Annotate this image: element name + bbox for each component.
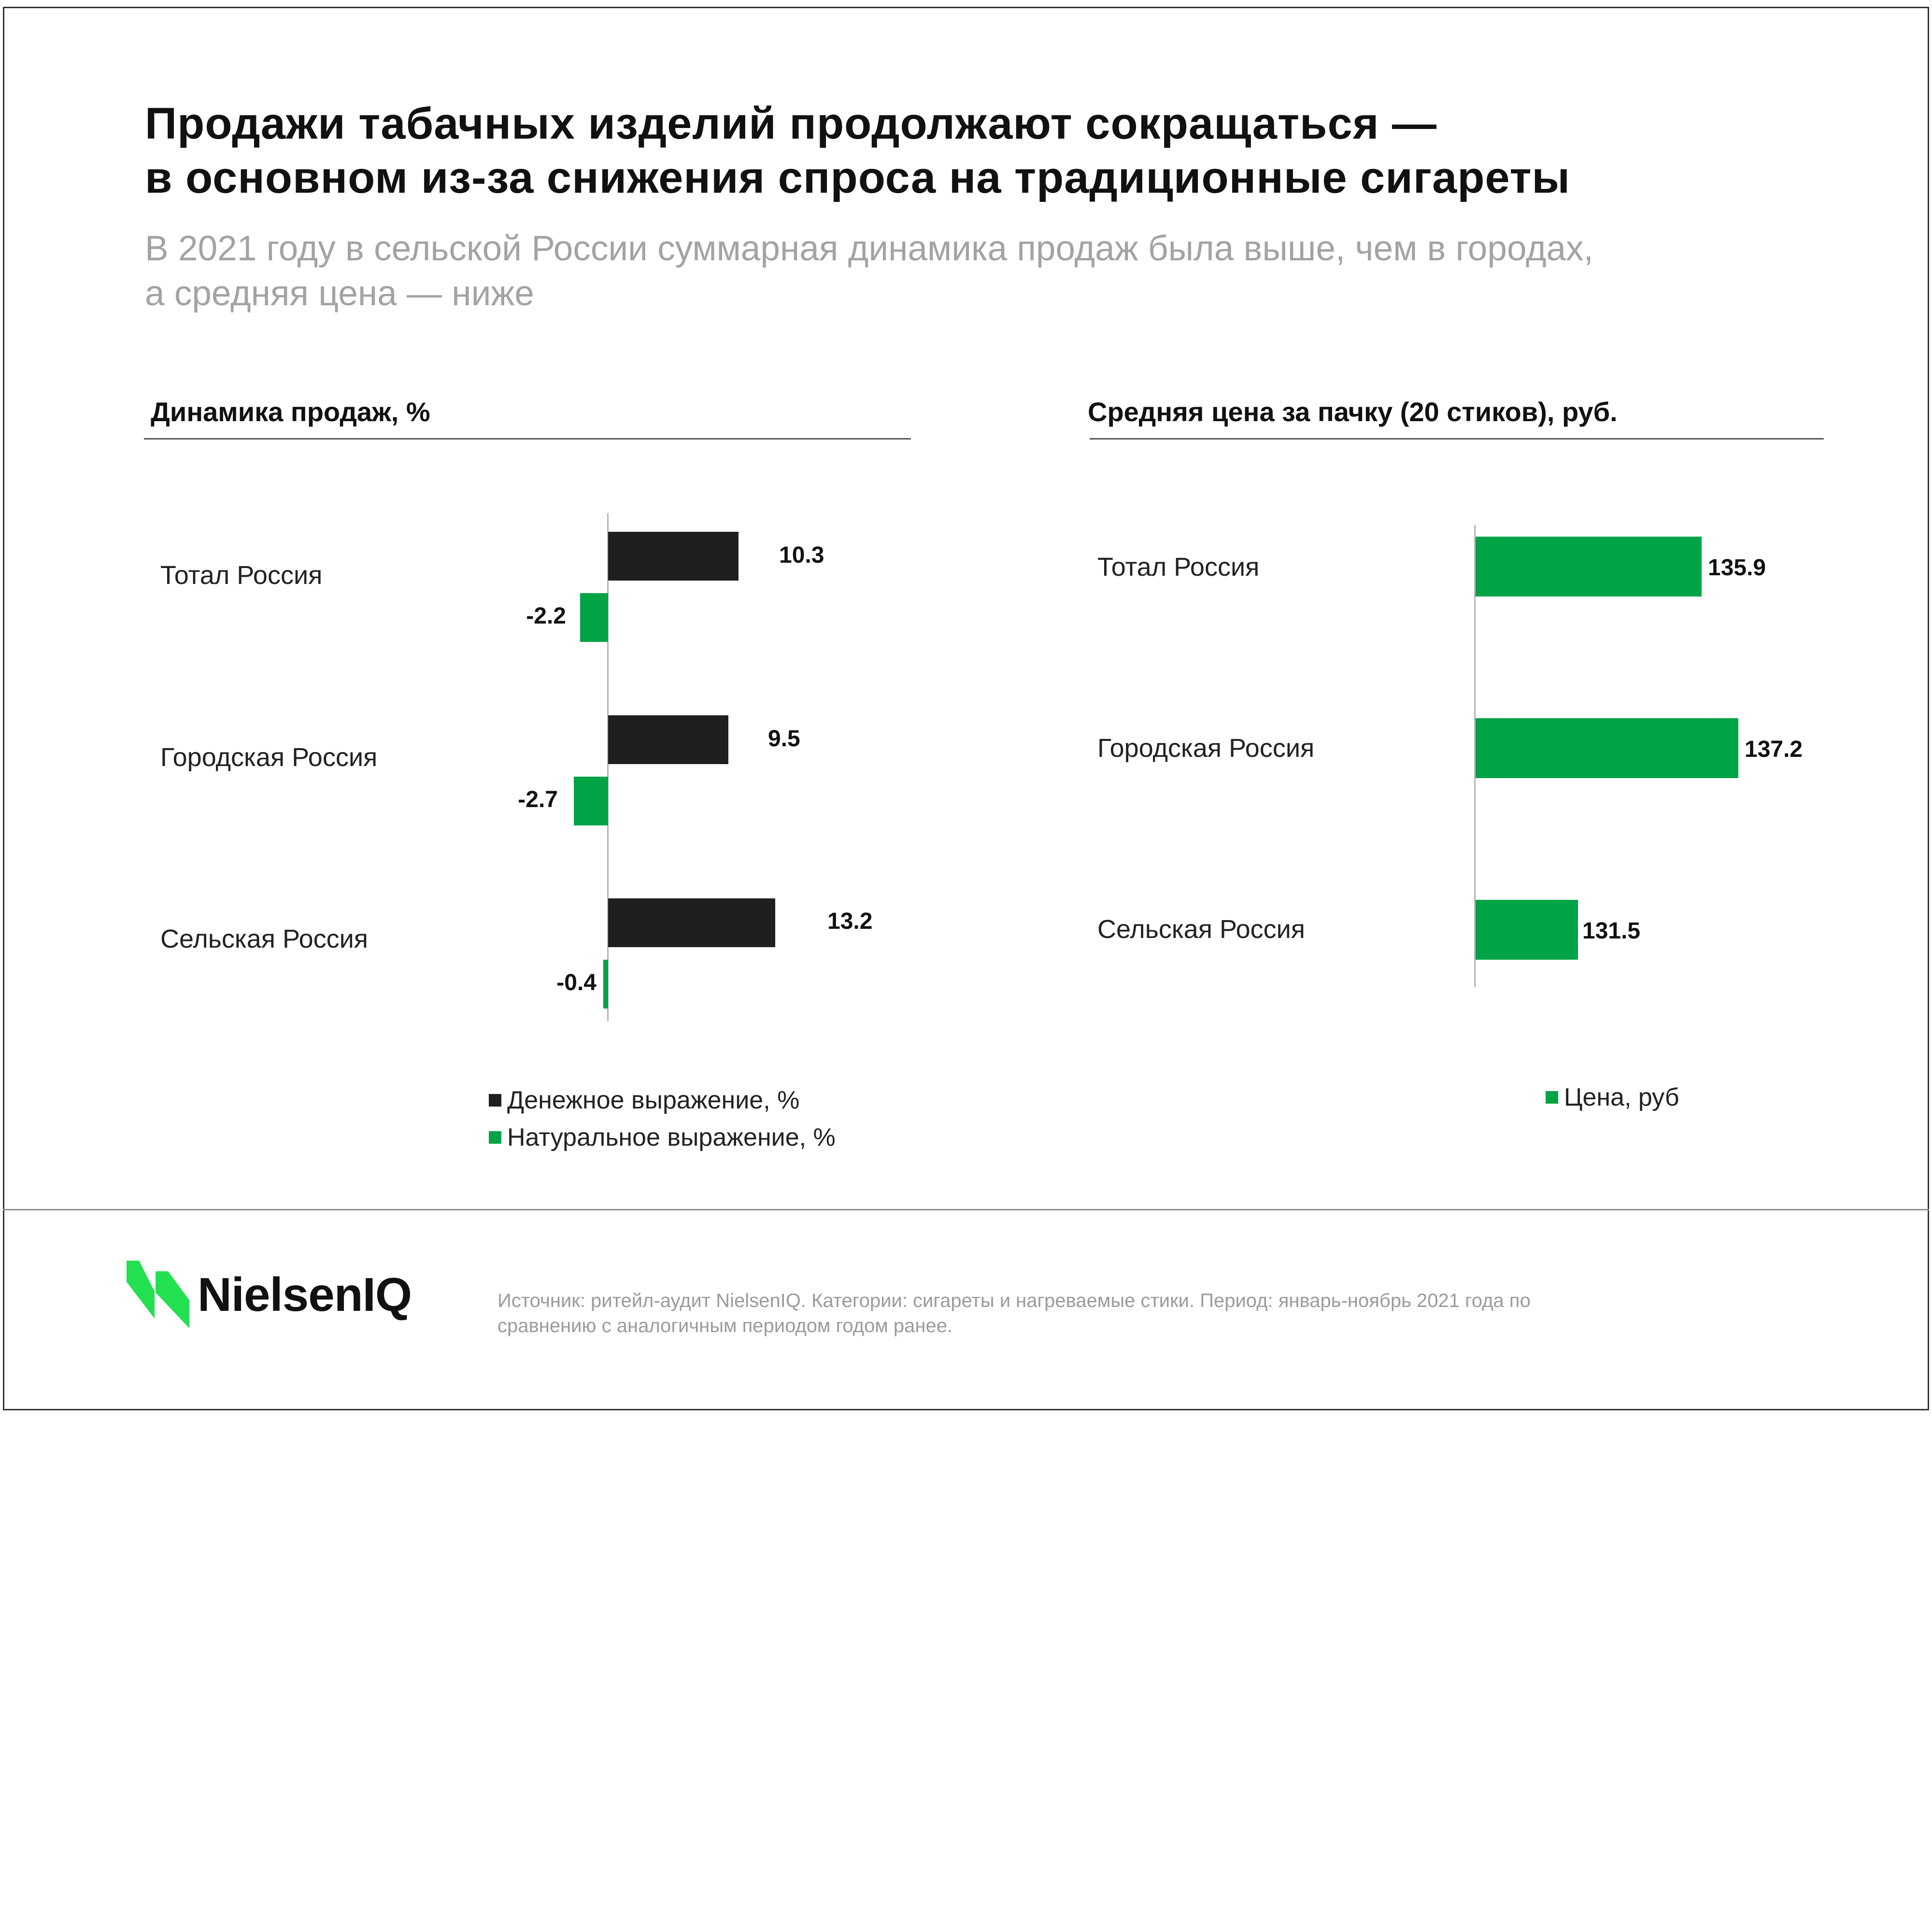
legend-swatch-dark (489, 1094, 501, 1107)
sales-volume-value: -2.7 (518, 787, 558, 812)
nielseniq-logo (127, 1261, 412, 1328)
source-line-2: сравнению с аналогичным периодом годом ранее. (497, 1315, 953, 1336)
sales-money-bar (608, 898, 775, 947)
page-subtitle (145, 226, 1593, 316)
sales-money-bar (608, 715, 728, 764)
nielseniq-logo-icon (127, 1261, 192, 1328)
price-category-label: Тотал Россия (1097, 553, 1260, 582)
price-bar (1476, 900, 1578, 960)
source-note (497, 1288, 1531, 1338)
subtitle-line-2: а средняя цена — ниже (145, 274, 534, 313)
sales-volume-bar (580, 593, 608, 642)
footer-divider (3, 1209, 1929, 1210)
sales-money-bar (608, 532, 739, 581)
legend-label-money: Денежное выражение, % (507, 1086, 800, 1114)
sales-category-label: Городская Россия (160, 743, 378, 772)
price-chart-title: Средняя цена за пачку (20 стиков), руб. (1088, 397, 1618, 427)
sales-money-value: 13.2 (827, 909, 873, 934)
price-value: 131.5 (1582, 918, 1641, 944)
sales-money-value: 10.3 (779, 542, 824, 568)
legend-item-money (489, 1086, 799, 1115)
legend-swatch-green (1546, 1091, 1558, 1104)
price-category-label: Городская Россия (1097, 734, 1315, 763)
price-chart-rule (1090, 438, 1824, 440)
logo-wordmark: NielsenIQ (198, 1267, 412, 1321)
price-bar (1476, 718, 1738, 778)
price-category-label: Сельская Россия (1097, 915, 1306, 944)
price-value: 137.2 (1745, 737, 1803, 762)
sales-volume-value: -0.4 (556, 970, 597, 995)
legend-swatch-green (489, 1131, 501, 1144)
infographic-card (3, 7, 1929, 1410)
page-title (145, 97, 1570, 205)
legend-item-volume (489, 1123, 836, 1152)
sales-chart-rule (144, 438, 911, 440)
sales-category-label: Сельская Россия (160, 924, 369, 953)
legend-item-price (1546, 1083, 1679, 1112)
price-value: 135.9 (1708, 555, 1766, 581)
legend-label-price: Цена, руб (1564, 1083, 1679, 1111)
sales-chart-title: Динамика продаж, % (151, 397, 430, 427)
title-line-1: Продажи табачных изделий продолжают сокращаться — (145, 99, 1437, 148)
source-line-1: Источник: ритейл-аудит NielsenIQ. Категории: сигареты и нагреваемые стики. Период: январь-ноябрь 2021 года по (497, 1290, 1531, 1311)
sales-volume-value: -2.2 (526, 603, 566, 629)
sales-volume-bar (574, 777, 608, 825)
legend-label-volume: Натуральное выражение, % (507, 1123, 836, 1151)
price-bar (1476, 537, 1702, 597)
sales-category-label: Тотал Россия (160, 561, 323, 590)
sales-volume-bar (603, 960, 608, 1009)
subtitle-line-1: В 2021 году в сельской России суммарная динамика продаж была выше, чем в городах, (145, 229, 1593, 268)
title-line-2: в основном из-за снижения спроса на традиционные сигареты (145, 153, 1571, 202)
sales-money-value: 9.5 (768, 726, 800, 752)
